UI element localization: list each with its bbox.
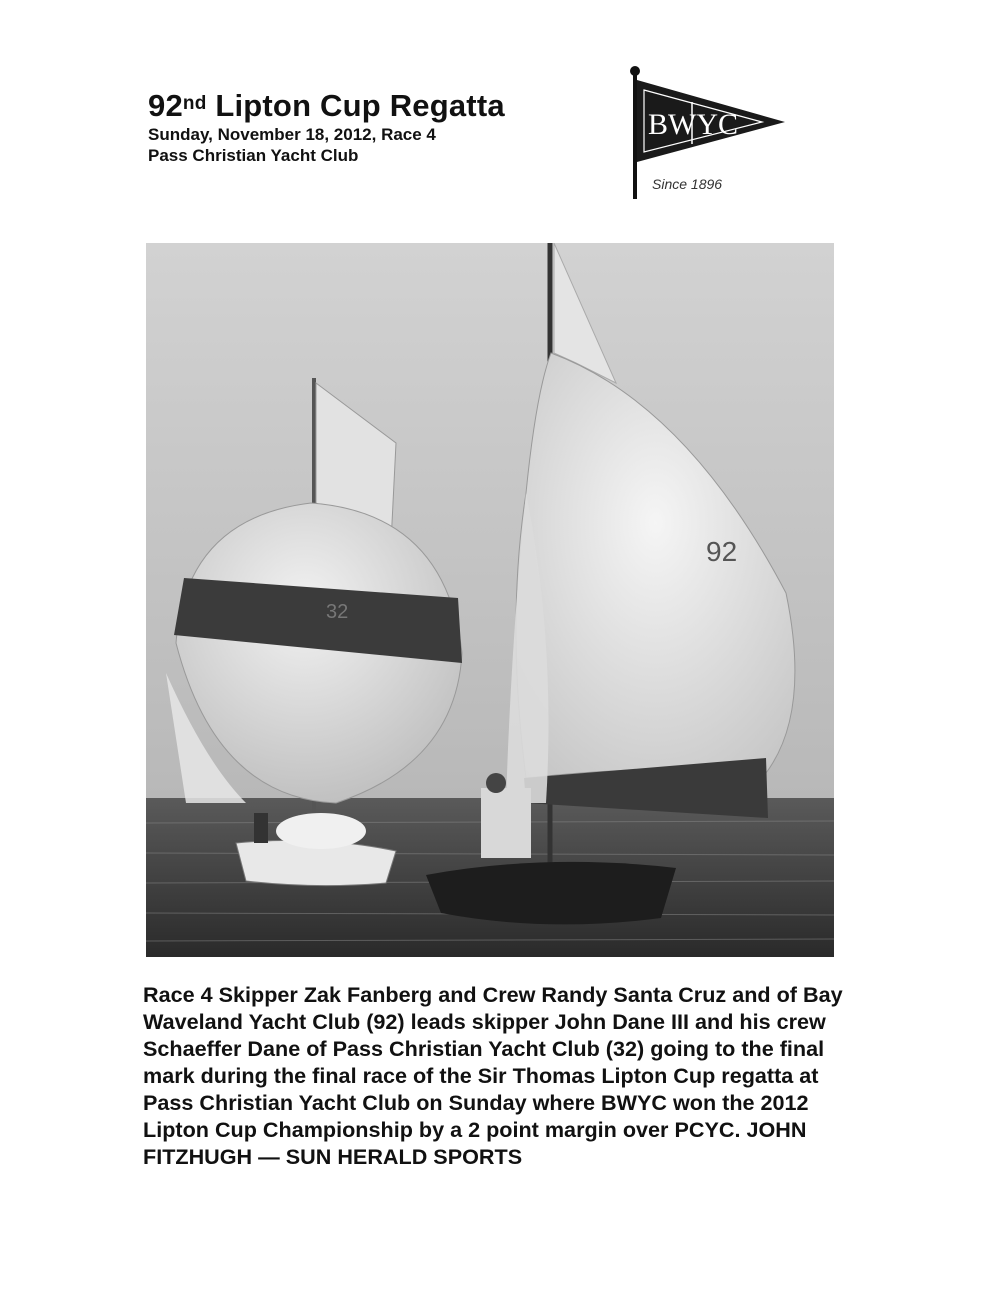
photo-caption: Race 4 Skipper Zak Fanberg and Crew Randy Santa Cruz and of Bay Waveland Yacht Club (92) leads skipper John Dane III and his crew Schaeffer Dane of Pass Christian Yacht Club (32) going to the final mark during the final race of the Sir Thomas Lipton Cup regatta at Pass Christian Yacht Club on Sunday where BWYC won the 2012 Lipton Cup Championship by a 2 point margin over PCYC. JOHN FITZHUGH — SUN HERALD SPORTS xyxy=(143,982,843,1169)
document-header xyxy=(148,88,505,166)
bwyc-burgee-logo xyxy=(622,62,792,202)
title-ordinal: nd xyxy=(182,93,207,114)
since-text: Since 1896 xyxy=(652,176,723,192)
trailing-sail-number: 32 xyxy=(326,601,349,623)
title-text: Lipton Cup Regatta xyxy=(206,88,505,123)
regatta-title xyxy=(148,88,505,124)
host-club: Pass Christian Yacht Club xyxy=(148,146,359,165)
leading-sail-number: 92 xyxy=(706,536,738,567)
burgee-text: BWYC xyxy=(648,108,738,141)
regatta-photo xyxy=(146,243,834,957)
race-date: Sunday, November 18, 2012, Race 4 xyxy=(148,125,436,144)
title-number: 92 xyxy=(148,88,183,123)
